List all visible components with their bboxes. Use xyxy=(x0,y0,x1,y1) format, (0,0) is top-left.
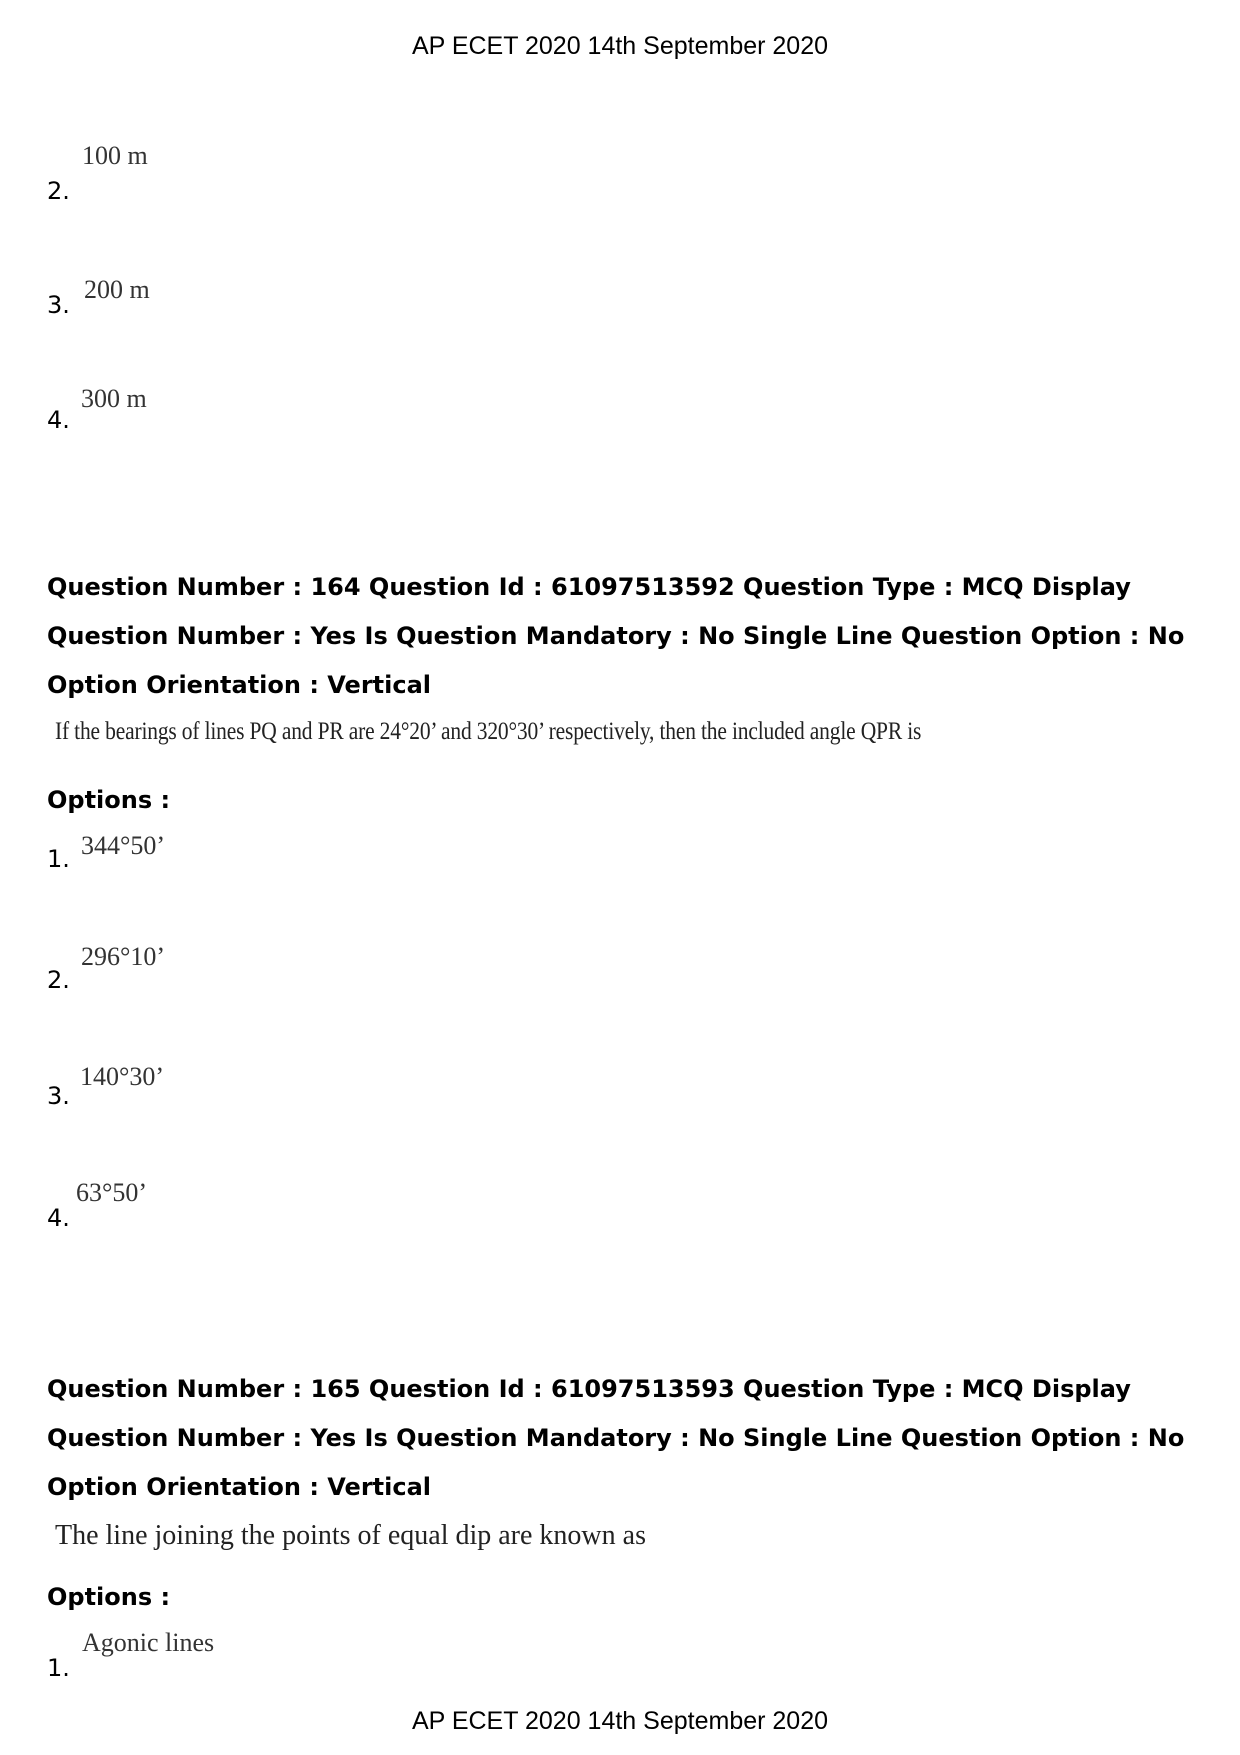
option-item xyxy=(47,944,447,992)
option-number: 2. xyxy=(47,177,70,205)
option-number: 2. xyxy=(47,966,70,994)
option-text: 100 m xyxy=(82,141,148,170)
option-number: 4. xyxy=(47,406,70,434)
option-item xyxy=(47,386,447,432)
option-text: 140°30’ xyxy=(80,1062,165,1091)
option-text: 200 m xyxy=(84,275,150,304)
options-label: Options : xyxy=(47,786,171,814)
option-item xyxy=(47,1180,447,1230)
option-text: 344°50’ xyxy=(81,831,166,860)
options-label: Options : xyxy=(47,1583,171,1611)
option-text: 296°10’ xyxy=(81,942,166,971)
option-item xyxy=(47,833,447,871)
option-item xyxy=(47,1630,447,1680)
option-number: 1. xyxy=(47,845,70,873)
option-number: 3. xyxy=(47,1082,70,1110)
option-item xyxy=(47,277,447,317)
question-meta: Question Number : 165 Question Id : 61097513593 Question Type : MCQ Display Question Number : Yes Is Question Mandatory : No Single Line Question Option : No Option Orientation : Vertical xyxy=(47,1375,1185,1501)
option-item xyxy=(47,143,447,203)
option-number: 3. xyxy=(47,291,70,319)
question-text: The line joining the points of equal dip are known as xyxy=(55,1520,646,1551)
question-text: If the bearings of lines PQ and PR are 24°20’ and 320°30’ respectively, then the included angle QPR is xyxy=(55,718,922,745)
option-text: 300 m xyxy=(81,384,147,413)
page-header: AP ECET 2020 14th September 2020 xyxy=(411,32,829,60)
question-meta: Question Number : 164 Question Id : 61097513592 Question Type : MCQ Display Question Number : Yes Is Question Mandatory : No Single Line Question Option : No Option Orientation : Vertical xyxy=(47,573,1185,699)
option-text: Agonic lines xyxy=(82,1628,215,1657)
option-number: 4. xyxy=(47,1204,70,1232)
option-text: 63°50’ xyxy=(76,1178,148,1207)
page-footer: AP ECET 2020 14th September 2020 xyxy=(411,1707,829,1735)
option-number: 1. xyxy=(47,1654,70,1682)
option-item xyxy=(47,1064,447,1108)
